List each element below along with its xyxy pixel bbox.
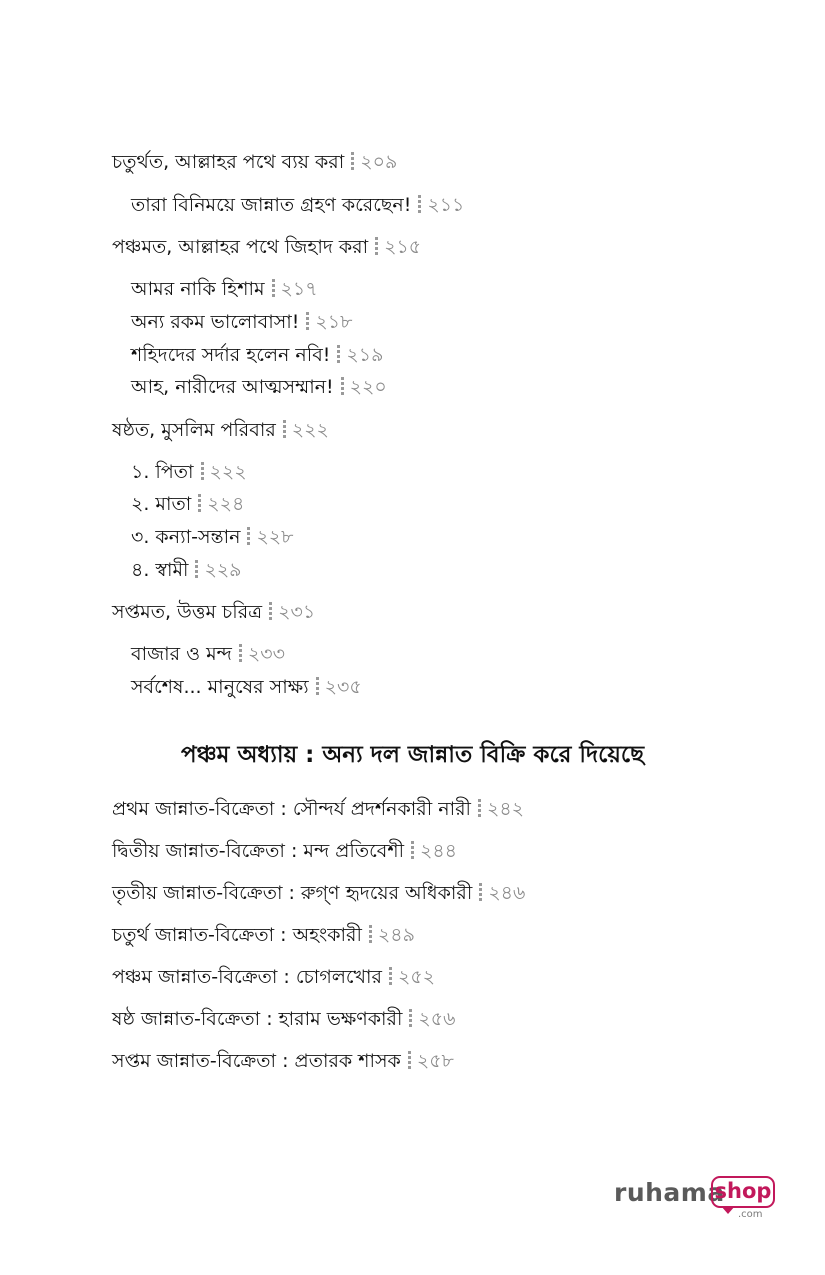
entry-title: সর্বশেষ... মানুষের সাক্ষ্য <box>131 676 309 698</box>
page-number: ২৪৬ <box>488 882 526 904</box>
entry-title: ৪. স্বামী <box>131 559 189 581</box>
page-number: ২২৪ <box>207 493 245 515</box>
chapter-entry <box>112 1006 455 1032</box>
chapter-entry <box>112 796 524 822</box>
entry-title: ২. মাতা <box>131 493 192 515</box>
toc-entry-sub <box>131 374 387 400</box>
separator-icon <box>369 925 372 944</box>
page-number: ২১৯ <box>346 344 384 366</box>
toc-entry-sixth <box>112 417 329 443</box>
page-number: ২৩৩ <box>247 643 285 665</box>
chapter-entry <box>112 922 415 948</box>
separator-icon <box>478 799 481 818</box>
page-number: ২৫৬ <box>418 1008 456 1030</box>
speech-bubble-tail-icon <box>721 1206 735 1214</box>
entry-title: আহ, নারীদের আত্মসম্মান! <box>131 376 334 398</box>
separator-icon <box>283 420 286 439</box>
entry-title: তৃতীয় জান্নাত-বিক্রেতা : রুগ্‌ণ হৃদয়ের অধিকারী <box>112 882 473 904</box>
toc-entry-sub <box>131 641 285 667</box>
separator-icon <box>479 883 482 902</box>
separator-icon <box>389 967 392 986</box>
page-number: ২১৭ <box>280 278 318 300</box>
separator-icon <box>375 237 378 256</box>
toc-entry-sub <box>131 524 294 550</box>
chapter-entry <box>112 838 457 864</box>
separator-icon <box>198 494 201 513</box>
logo-shop-bubble: shop <box>711 1176 775 1208</box>
logo-wordmark: ruhama <box>614 1178 725 1207</box>
toc-entry-sub <box>131 491 244 517</box>
page-number: ২২৯ <box>204 559 242 581</box>
page-number: ২৪৯ <box>377 924 415 946</box>
separator-icon <box>239 644 242 663</box>
separator-icon <box>409 1009 412 1028</box>
separator-icon <box>306 312 309 331</box>
toc-entry-sub <box>131 674 362 700</box>
page-number: ২১৮ <box>315 311 353 333</box>
entry-title: আমর নাকি হিশাম <box>131 278 265 300</box>
entry-title: ষষ্ঠত, মুসলিম পরিবার <box>112 419 276 441</box>
page-number: ২২২ <box>291 419 329 441</box>
toc-entry-sub <box>131 309 352 335</box>
page-number: ২১১ <box>427 194 465 216</box>
toc-entry-fourth <box>112 149 397 175</box>
toc-entry-sub <box>131 459 247 485</box>
ruhamashop-logo <box>614 1176 784 1224</box>
entry-title: চতুর্থত, আল্লাহর পথে ব্যয় করা <box>112 151 345 173</box>
toc-entry-sub <box>131 276 318 302</box>
chapter-entry <box>112 880 525 906</box>
entry-title: শহিদদের সর্দার হলেন নবি! <box>131 344 331 366</box>
page-number: ২২২ <box>209 461 247 483</box>
separator-icon <box>201 462 204 481</box>
logo-domain: .com <box>738 1209 763 1220</box>
page-number: ২২০ <box>349 376 387 398</box>
toc-entry-sub <box>131 557 242 583</box>
chapter-entry <box>112 1048 454 1074</box>
entry-title: সপ্তমত, উত্তম চরিত্র <box>112 601 263 623</box>
entry-title: ১. পিতা <box>131 461 194 483</box>
page-number: ২২৮ <box>256 526 294 548</box>
page-number: ২৪৪ <box>420 840 458 862</box>
separator-icon <box>247 527 250 546</box>
separator-icon <box>269 602 272 621</box>
entry-title: চতুর্থ জান্নাত-বিক্রেতা : অহংকারী <box>112 924 362 946</box>
separator-icon <box>418 195 421 214</box>
toc-entry-seventh <box>112 599 315 625</box>
toc-entry-sub <box>131 342 383 368</box>
page-number: ২০৯ <box>360 151 398 173</box>
entry-title: অন্য রকম ভালোবাসা! <box>131 311 300 333</box>
toc-entry-fifth <box>112 234 421 260</box>
page-number: ২৪২ <box>486 798 525 820</box>
entry-title: পঞ্চম জান্নাত-বিক্রেতা : চোগলখোর <box>112 966 382 988</box>
separator-icon <box>195 560 198 579</box>
entry-title: বাজার ও মন্দ <box>131 643 232 665</box>
page-number: ২৫২ <box>398 966 436 988</box>
entry-title: সপ্তম জান্নাত-বিক্রেতা : প্রতারক শাসক <box>112 1050 401 1072</box>
chapter-entry <box>112 964 435 990</box>
entry-title: পঞ্চমত, আল্লাহর পথে জিহাদ করা <box>112 236 369 258</box>
separator-icon <box>351 152 354 171</box>
entry-title: তারা বিনিময়ে জান্নাত গ্রহণ করেছেন! <box>131 194 412 216</box>
separator-icon <box>337 345 340 364</box>
separator-icon <box>341 377 344 396</box>
page-number: ২৩৫ <box>324 676 362 698</box>
entry-title: ষষ্ঠ জান্নাত-বিক্রেতা : হারাম ভক্ষণকারী <box>112 1008 403 1030</box>
chapter-heading: পঞ্চম অধ্যায় : অন্য দল জান্নাত বিক্রি করে দিয়েছে <box>180 742 645 768</box>
page-number: ২৩১ <box>278 601 316 623</box>
entry-title: প্রথম জান্নাত-বিক্রেতা : সৌন্দর্য প্রদর্শনকারী নারী <box>112 798 471 820</box>
separator-icon <box>408 1051 411 1070</box>
separator-icon <box>316 677 319 696</box>
separator-icon <box>411 841 414 860</box>
separator-icon <box>272 279 275 298</box>
entry-title: ৩. কন্যা-সন্তান <box>131 526 241 548</box>
toc-entry-sub <box>131 192 464 218</box>
entry-title: দ্বিতীয় জান্নাত-বিক্রেতা : মন্দ প্রতিবেশী <box>112 840 404 862</box>
page-number: ২৫৮ <box>416 1050 454 1072</box>
page-number: ২১৫ <box>384 236 422 258</box>
